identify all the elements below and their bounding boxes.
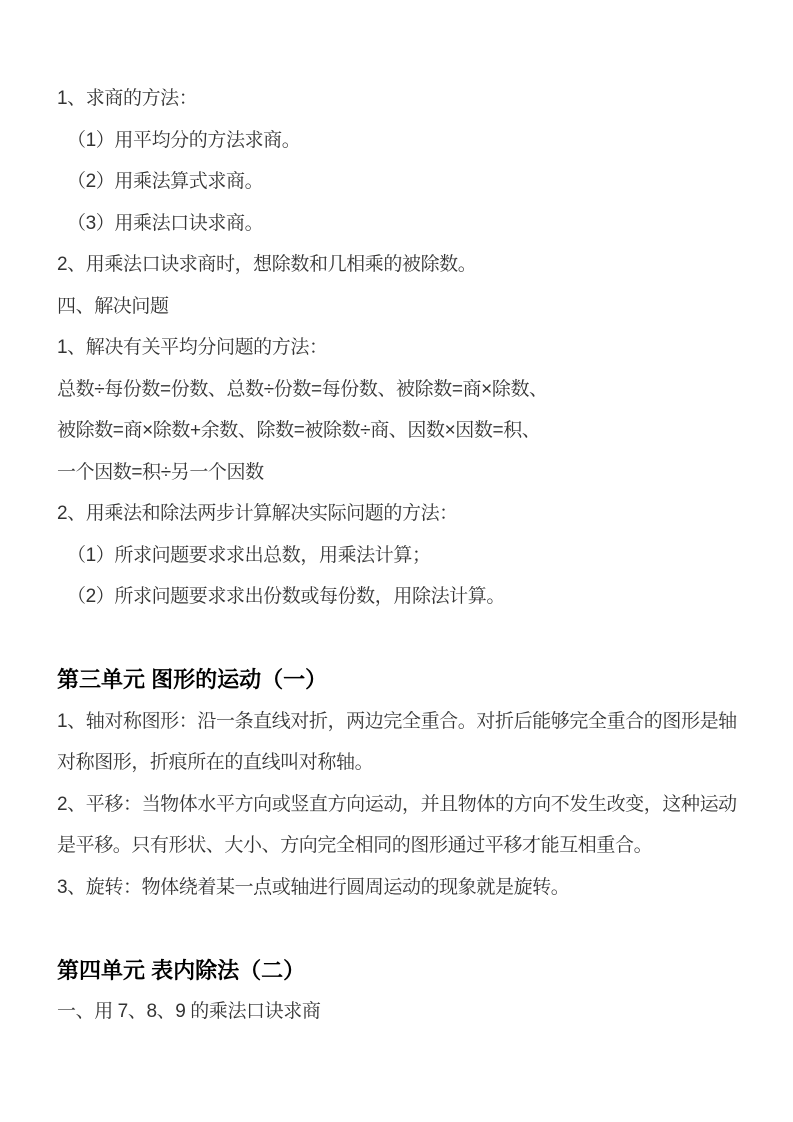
text-line-formula: 被除数=商×除数+余数、除数=被除数÷商、因数×因数=积、 [57, 420, 541, 441]
text-line-sub-item: （3）用乘法口诀求商。 [67, 212, 264, 234]
text-line: 1、解决有关平均分问题的方法： [57, 337, 328, 358]
text-line-sub-item: （1）用平均分的方法求商。 [67, 129, 301, 151]
heading-unit-4: 第四单元 表内除法（二） [57, 957, 306, 983]
text-line: 3、旋转：物体绕着某一点或轴进行圆周运动的现象就是旋转。 [57, 876, 570, 898]
heading-unit-3: 第三单元 图形的运动（一） [57, 667, 328, 692]
blank-line [57, 908, 739, 950]
text-line: 对称图形，折痕所在的直线叫对称轴。 [57, 752, 374, 773]
text-line: 1、轴对称图形：沿一条直线对折，两边完全重合。对折后能够完全重合的图形是轴 [57, 710, 737, 732]
text-line-formula: 总数÷每份数=份数、总数÷份数=每份数、被除数=商×除数、 [57, 378, 548, 400]
text-line: 2、用乘法口诀求商时，想除数和几相乘的被除数。 [57, 254, 477, 275]
text-line-formula: 一个因数=积÷另一个因数 [57, 461, 264, 483]
text-line-sub-item: （2）用乘法算式求商。 [67, 171, 264, 192]
text-line: 2、用乘法和除法两步计算解决实际问题的方法： [57, 503, 458, 524]
text-line: 1、求商的方法： [57, 88, 198, 109]
text-line: 一、用 7、8、9 的乘法口诀求商 [57, 1001, 321, 1022]
text-line: 2、平移：当物体水平方向或竖直方向运动，并且物体的方向不发生改变，这种运动 [57, 793, 737, 815]
text-line-sub-item: （1）所求问题要求求出总数，用乘法计算； [67, 544, 431, 566]
blank-line [57, 618, 739, 660]
text-line-section-four: 四、解决问题 [57, 295, 169, 317]
text-line-sub-item: （2）所求问题要求求出份数或每份数，用除法计算。 [67, 586, 505, 607]
text-line: 是平移。只有形状、大小、方向完全相同的图形通过平移才能互相重合。 [57, 835, 653, 856]
